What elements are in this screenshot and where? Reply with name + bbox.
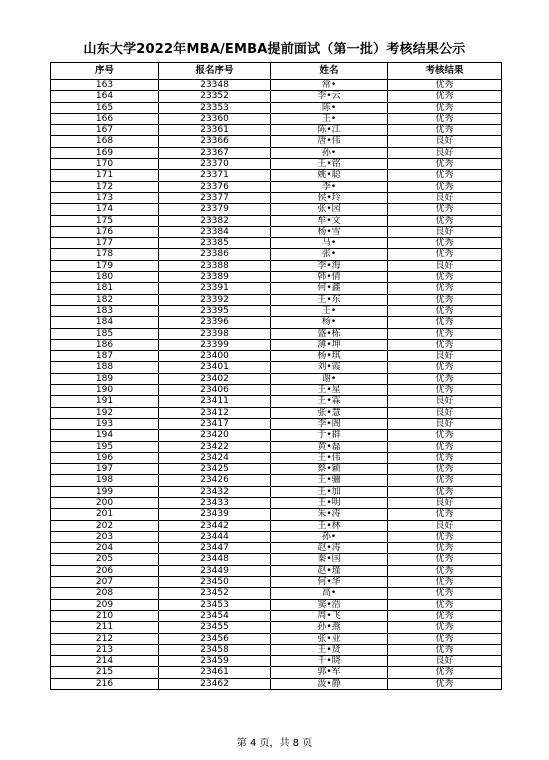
cell-index: 212 [51, 633, 159, 644]
cell-result: 良好 [388, 226, 502, 237]
cell-name: 侯•玲 [271, 192, 388, 203]
table-row [51, 622, 502, 633]
cell-index: 202 [51, 520, 159, 531]
cell-registration-no: 23388 [159, 260, 271, 271]
table-row [51, 588, 502, 599]
cell-name: 马• [271, 238, 388, 249]
cell-result: 优秀 [388, 102, 502, 113]
table-row [51, 599, 502, 610]
cell-result: 优秀 [388, 294, 502, 305]
cell-name: 王• [271, 113, 388, 124]
table-row [51, 610, 502, 621]
cell-name: 陈•江 [271, 125, 388, 136]
cell-registration-no: 23385 [159, 238, 271, 249]
cell-registration-no: 23417 [159, 418, 271, 429]
cell-name: 刘•霞 [271, 362, 388, 373]
cell-registration-no: 23452 [159, 588, 271, 599]
cell-index: 177 [51, 238, 159, 249]
table-row [51, 362, 502, 373]
cell-result: 良好 [388, 497, 502, 508]
cell-index: 201 [51, 509, 159, 520]
cell-name: 郭•军 [271, 667, 388, 678]
cell-index: 199 [51, 486, 159, 497]
table-row [51, 113, 502, 124]
cell-registration-no: 23442 [159, 520, 271, 531]
cell-result: 优秀 [388, 475, 502, 486]
cell-registration-no: 23391 [159, 283, 271, 294]
cell-result: 良好 [388, 260, 502, 271]
cell-registration-no: 23459 [159, 656, 271, 667]
cell-registration-no: 23439 [159, 509, 271, 520]
table-row [51, 520, 502, 531]
cell-result: 良好 [388, 418, 502, 429]
cell-registration-no: 23382 [159, 215, 271, 226]
table-row [51, 204, 502, 215]
cell-name: 周•飞 [271, 610, 388, 621]
table-row [51, 475, 502, 486]
cell-name: 朱•涛 [271, 509, 388, 520]
cell-index: 196 [51, 452, 159, 463]
cell-result: 优秀 [388, 577, 502, 588]
table-row [51, 305, 502, 316]
cell-index: 204 [51, 543, 159, 554]
cell-index: 213 [51, 644, 159, 655]
table-row [51, 283, 502, 294]
cell-registration-no: 23426 [159, 475, 271, 486]
table-row [51, 667, 502, 678]
cell-index: 164 [51, 91, 159, 102]
cell-index: 180 [51, 272, 159, 283]
cell-index: 211 [51, 622, 159, 633]
cell-index: 183 [51, 305, 159, 316]
table-row [51, 554, 502, 565]
table-row [51, 656, 502, 667]
cell-name: 王•东 [271, 294, 388, 305]
cell-index: 198 [51, 475, 159, 486]
cell-result: 优秀 [388, 249, 502, 260]
cell-result: 优秀 [388, 554, 502, 565]
table-row [51, 543, 502, 554]
cell-name: 李• [271, 181, 388, 192]
cell-name: 牟•文 [271, 215, 388, 226]
cell-registration-no: 23360 [159, 113, 271, 124]
cell-index: 209 [51, 599, 159, 610]
table-row [51, 577, 502, 588]
table-row [51, 80, 502, 91]
cell-registration-no: 23454 [159, 610, 271, 621]
table-row [51, 272, 502, 283]
cell-registration-no: 23353 [159, 102, 271, 113]
cell-result: 优秀 [388, 430, 502, 441]
cell-name: 王•骊 [271, 475, 388, 486]
cell-name: 李•云 [271, 91, 388, 102]
table-row [51, 317, 502, 328]
cell-result: 优秀 [388, 509, 502, 520]
cell-index: 176 [51, 226, 159, 237]
cell-name: 薄•坤 [271, 339, 388, 350]
cell-name: 张•业 [271, 633, 388, 644]
table-row [51, 249, 502, 260]
cell-index: 200 [51, 497, 159, 508]
table-row [51, 441, 502, 452]
table-row [51, 509, 502, 520]
table-row [51, 644, 502, 655]
cell-index: 172 [51, 181, 159, 192]
cell-result: 优秀 [388, 170, 502, 181]
table-row [51, 418, 502, 429]
cell-registration-no: 23424 [159, 452, 271, 463]
cell-result: 优秀 [388, 633, 502, 644]
table-header-row [51, 63, 502, 80]
cell-registration-no: 23361 [159, 125, 271, 136]
cell-result: 优秀 [388, 610, 502, 621]
cell-name: 李•海 [271, 260, 388, 271]
cell-name: 王•林 [271, 520, 388, 531]
cell-registration-no: 23449 [159, 565, 271, 576]
cell-name: 韩•倩 [271, 272, 388, 283]
cell-index: 193 [51, 418, 159, 429]
cell-index: 205 [51, 554, 159, 565]
cell-result: 优秀 [388, 531, 502, 542]
cell-registration-no: 23447 [159, 543, 271, 554]
cell-index: 210 [51, 610, 159, 621]
table-row [51, 565, 502, 576]
cell-registration-no: 23448 [159, 554, 271, 565]
cell-index: 169 [51, 147, 159, 158]
cell-result: 良好 [388, 520, 502, 531]
cell-name: 谢• [271, 373, 388, 384]
cell-registration-no: 23412 [159, 407, 271, 418]
cell-index: 188 [51, 362, 159, 373]
cell-registration-no: 23384 [159, 226, 271, 237]
cell-result: 优秀 [388, 283, 502, 294]
cell-index: 194 [51, 430, 159, 441]
table-row [51, 125, 502, 136]
cell-registration-no: 23398 [159, 328, 271, 339]
cell-result: 优秀 [388, 272, 502, 283]
cell-index: 181 [51, 283, 159, 294]
cell-result: 优秀 [388, 204, 502, 215]
cell-registration-no: 23453 [159, 599, 271, 610]
cell-registration-no: 23386 [159, 249, 271, 260]
cell-result: 优秀 [388, 305, 502, 316]
table-row [51, 452, 502, 463]
column-header-name: 姓名 [271, 63, 388, 80]
cell-index: 179 [51, 260, 159, 271]
cell-index: 182 [51, 294, 159, 305]
cell-registration-no: 23461 [159, 667, 271, 678]
cell-result: 良好 [388, 656, 502, 667]
cell-name: 汲•静 [271, 678, 388, 689]
cell-name: 张• [271, 249, 388, 260]
cell-name: 张•慧 [271, 407, 388, 418]
cell-name: 于•群 [271, 430, 388, 441]
cell-result: 良好 [388, 147, 502, 158]
cell-index: 189 [51, 373, 159, 384]
cell-registration-no: 23396 [159, 317, 271, 328]
table-row [51, 464, 502, 475]
table-row [51, 147, 502, 158]
cell-name: 高• [271, 588, 388, 599]
column-header-result: 考核结果 [388, 63, 502, 80]
cell-result: 优秀 [388, 159, 502, 170]
cell-name: 王• [271, 305, 388, 316]
cell-registration-no: 23352 [159, 91, 271, 102]
table-row [51, 678, 502, 689]
cell-result: 优秀 [388, 385, 502, 396]
table-row [51, 294, 502, 305]
cell-result: 优秀 [388, 565, 502, 576]
cell-registration-no: 23420 [159, 430, 271, 441]
cell-registration-no: 23425 [159, 464, 271, 475]
cell-result: 优秀 [388, 543, 502, 554]
cell-result: 优秀 [388, 678, 502, 689]
table-row [51, 192, 502, 203]
cell-name: 何•鑫 [271, 283, 388, 294]
cell-registration-no: 23450 [159, 577, 271, 588]
cell-name: 张•园 [271, 204, 388, 215]
cell-result: 良好 [388, 192, 502, 203]
cell-name: 王•加 [271, 486, 388, 497]
cell-name: 李•阁 [271, 418, 388, 429]
cell-result: 优秀 [388, 125, 502, 136]
cell-result: 优秀 [388, 328, 502, 339]
cell-name: 孙• [271, 531, 388, 542]
cell-result: 优秀 [388, 181, 502, 192]
table-row [51, 373, 502, 384]
cell-index: 190 [51, 385, 159, 396]
cell-name: 陈• [271, 102, 388, 113]
table-row [51, 407, 502, 418]
cell-name: 孙• [271, 147, 388, 158]
table-row [51, 170, 502, 181]
cell-index: 195 [51, 441, 159, 452]
cell-result: 优秀 [388, 91, 502, 102]
cell-name: 黄•磊 [271, 441, 388, 452]
cell-registration-no: 23401 [159, 362, 271, 373]
table-body [51, 80, 502, 690]
cell-result: 优秀 [388, 238, 502, 249]
cell-registration-no: 23402 [159, 373, 271, 384]
cell-result: 优秀 [388, 362, 502, 373]
cell-name: 何•华 [271, 577, 388, 588]
table-row [51, 215, 502, 226]
cell-index: 187 [51, 351, 159, 362]
cell-index: 214 [51, 656, 159, 667]
cell-name: 王•伟 [271, 452, 388, 463]
cell-registration-no: 23371 [159, 170, 271, 181]
cell-result: 优秀 [388, 622, 502, 633]
cell-name: 秦•国 [271, 554, 388, 565]
cell-index: 186 [51, 339, 159, 350]
cell-index: 184 [51, 317, 159, 328]
cell-index: 197 [51, 464, 159, 475]
cell-result: 优秀 [388, 317, 502, 328]
table-row [51, 497, 502, 508]
cell-result: 优秀 [388, 464, 502, 475]
cell-result: 优秀 [388, 644, 502, 655]
cell-index: 171 [51, 170, 159, 181]
cell-result: 良好 [388, 396, 502, 407]
cell-index: 216 [51, 678, 159, 689]
cell-index: 185 [51, 328, 159, 339]
table-row [51, 136, 502, 147]
cell-index: 208 [51, 588, 159, 599]
table-row [51, 385, 502, 396]
cell-index: 173 [51, 192, 159, 203]
table-row [51, 159, 502, 170]
cell-index: 170 [51, 159, 159, 170]
cell-registration-no: 23444 [159, 531, 271, 542]
cell-name: 盛•栋 [271, 328, 388, 339]
cell-index: 165 [51, 102, 159, 113]
cell-index: 167 [51, 125, 159, 136]
cell-index: 203 [51, 531, 159, 542]
cell-index: 207 [51, 577, 159, 588]
cell-name: 常• [271, 80, 388, 91]
table-row [51, 91, 502, 102]
cell-result: 优秀 [388, 113, 502, 124]
table-row [51, 339, 502, 350]
cell-index: 168 [51, 136, 159, 147]
cell-index: 174 [51, 204, 159, 215]
cell-registration-no: 23458 [159, 644, 271, 655]
cell-name: 王•霖 [271, 396, 388, 407]
cell-registration-no: 23376 [159, 181, 271, 192]
cell-registration-no: 23399 [159, 339, 271, 350]
cell-name: 王•贤 [271, 644, 388, 655]
results-table [50, 62, 502, 690]
cell-name: 姚•聪 [271, 170, 388, 181]
cell-name: 杨• [271, 317, 388, 328]
cell-registration-no: 23389 [159, 272, 271, 283]
cell-index: 166 [51, 113, 159, 124]
table-row [51, 260, 502, 271]
table-row [51, 531, 502, 542]
table-row [51, 486, 502, 497]
cell-registration-no: 23395 [159, 305, 271, 316]
cell-result: 优秀 [388, 486, 502, 497]
cell-index: 192 [51, 407, 159, 418]
table-row [51, 633, 502, 644]
cell-result: 优秀 [388, 441, 502, 452]
cell-name: 王•铭 [271, 159, 388, 170]
cell-result: 优秀 [388, 373, 502, 384]
cell-registration-no: 23348 [159, 80, 271, 91]
cell-registration-no: 23400 [159, 351, 271, 362]
table-row [51, 181, 502, 192]
table-row [51, 102, 502, 113]
cell-name: 王•明 [271, 497, 388, 508]
column-header-index: 序号 [51, 63, 159, 80]
cell-registration-no: 23392 [159, 294, 271, 305]
table-row [51, 396, 502, 407]
cell-index: 163 [51, 80, 159, 91]
cell-name: 千•晓 [271, 656, 388, 667]
cell-index: 191 [51, 396, 159, 407]
cell-registration-no: 23455 [159, 622, 271, 633]
table-row [51, 351, 502, 362]
cell-registration-no: 23433 [159, 497, 271, 508]
table-row [51, 238, 502, 249]
cell-registration-no: 23406 [159, 385, 271, 396]
cell-registration-no: 23422 [159, 441, 271, 452]
cell-index: 206 [51, 565, 159, 576]
cell-registration-no: 23366 [159, 136, 271, 147]
cell-registration-no: 23432 [159, 486, 271, 497]
table-row [51, 430, 502, 441]
cell-result: 优秀 [388, 452, 502, 463]
cell-index: 178 [51, 249, 159, 260]
cell-result: 优秀 [388, 588, 502, 599]
cell-index: 215 [51, 667, 159, 678]
cell-registration-no: 23379 [159, 204, 271, 215]
cell-result: 优秀 [388, 599, 502, 610]
cell-name: 杨•琪 [271, 351, 388, 362]
cell-result: 优秀 [388, 215, 502, 226]
cell-registration-no: 23367 [159, 147, 271, 158]
column-header-registration-no: 报名序号 [159, 63, 271, 80]
cell-result: 优秀 [388, 339, 502, 350]
cell-name: 蔡•颖 [271, 464, 388, 475]
cell-registration-no: 23377 [159, 192, 271, 203]
page-footer: 第 4 页，共 8 页 [236, 738, 313, 749]
cell-result: 良好 [388, 407, 502, 418]
cell-name: 窦•浩 [271, 599, 388, 610]
table-row [51, 226, 502, 237]
cell-name: 赵•瑾 [271, 565, 388, 576]
cell-name: 唐•伟 [271, 136, 388, 147]
cell-index: 175 [51, 215, 159, 226]
cell-registration-no: 23462 [159, 678, 271, 689]
cell-registration-no: 23370 [159, 159, 271, 170]
cell-registration-no: 23411 [159, 396, 271, 407]
table-row [51, 328, 502, 339]
document-title: 山东大学2022年MBA/EMBA提前面试（第一批）考核结果公示 [83, 42, 466, 57]
cell-result: 优秀 [388, 80, 502, 91]
cell-name: 赵•涛 [271, 543, 388, 554]
cell-name: 王•星 [271, 385, 388, 396]
cell-name: 孙•燕 [271, 622, 388, 633]
cell-result: 良好 [388, 136, 502, 147]
cell-registration-no: 23456 [159, 633, 271, 644]
cell-result: 良好 [388, 351, 502, 362]
cell-name: 杨•雪 [271, 226, 388, 237]
cell-result: 优秀 [388, 667, 502, 678]
